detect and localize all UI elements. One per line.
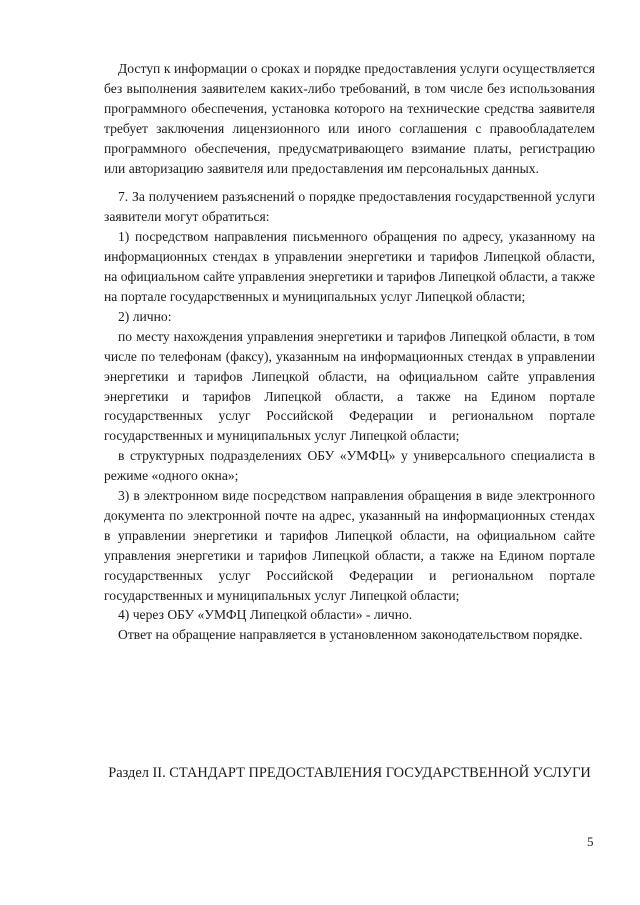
document-body [104, 59, 595, 645]
paragraph-access-info: Доступ к информации о сроках и порядке предоставления услуги осуществляется без выполнения заявителем каких-либо требований, в том числе без использования программного обеспечения, установка которого на технические средства заявителя требует заключения лицензионного или иного соглашения с правообладателем программного обеспечения, предусматривающего взимание платы, регистрацию или авторизацию заявителя или предоставления им персональных данных. [104, 61, 595, 176]
paragraph-clarifications: 7. За получением разъяснений о порядке предоставления государственной услуги заявители могут обратиться: [104, 189, 595, 225]
paragraph-response: Ответ на обращение направляется в установленном законодательством порядке. [118, 627, 583, 643]
paragraph-umfc-specialist: в структурных подразделениях ОБУ «УМФЦ» у универсального специалиста в режиме «одного окна»; [104, 448, 595, 484]
page-number: 5 [587, 834, 594, 849]
paragraph-written-request: 1) посредством направления письменного обращения по адресу, указанному на информационных стендах в управлении энергетики и тарифов Липецкой области, на официальном сайте управления энергетики и тарифов Липецкой области, а также на портале государственных и муниципальных услуг Липецкой области; [104, 229, 595, 304]
section-heading: Раздел II. СТАНДАРТ ПРЕДОСТАВЛЕНИЯ ГОСУДАРСТВЕННОЙ УСЛУГИ [108, 765, 591, 781]
paragraph-via-umfc: 4) через ОБУ «УМФЦ Липецкой области» - лично. [118, 607, 413, 623]
paragraph-location: по месту нахождения управления энергетики и тарифов Липецкой области, в том числе по телефонам (факсу), указанным на информационных стендах в управлении энергетики и тарифов Липецкой области, на официальном сайте управления энергетики и тарифов Липецкой области, а также на Едином портале государственных услуг Российской Федерации и региональном портале государственных и муниципальных услуг Липецкой области; [104, 328, 595, 444]
paragraph-in-person: 2) лично: [118, 308, 172, 324]
paragraph-electronic: 3) в электронном виде посредством направления обращения в виде электронного документа по электронной почте на адрес, указанный на информационных стендах в управлении энергетики и тарифов Липецкой области, на официальном сайте управления энергетики и тарифов Липецкой области, а также на Едином портале государственных услуг Российской Федерации и региональном портале государственных и муниципальных услуг Липецкой области; [104, 488, 595, 603]
